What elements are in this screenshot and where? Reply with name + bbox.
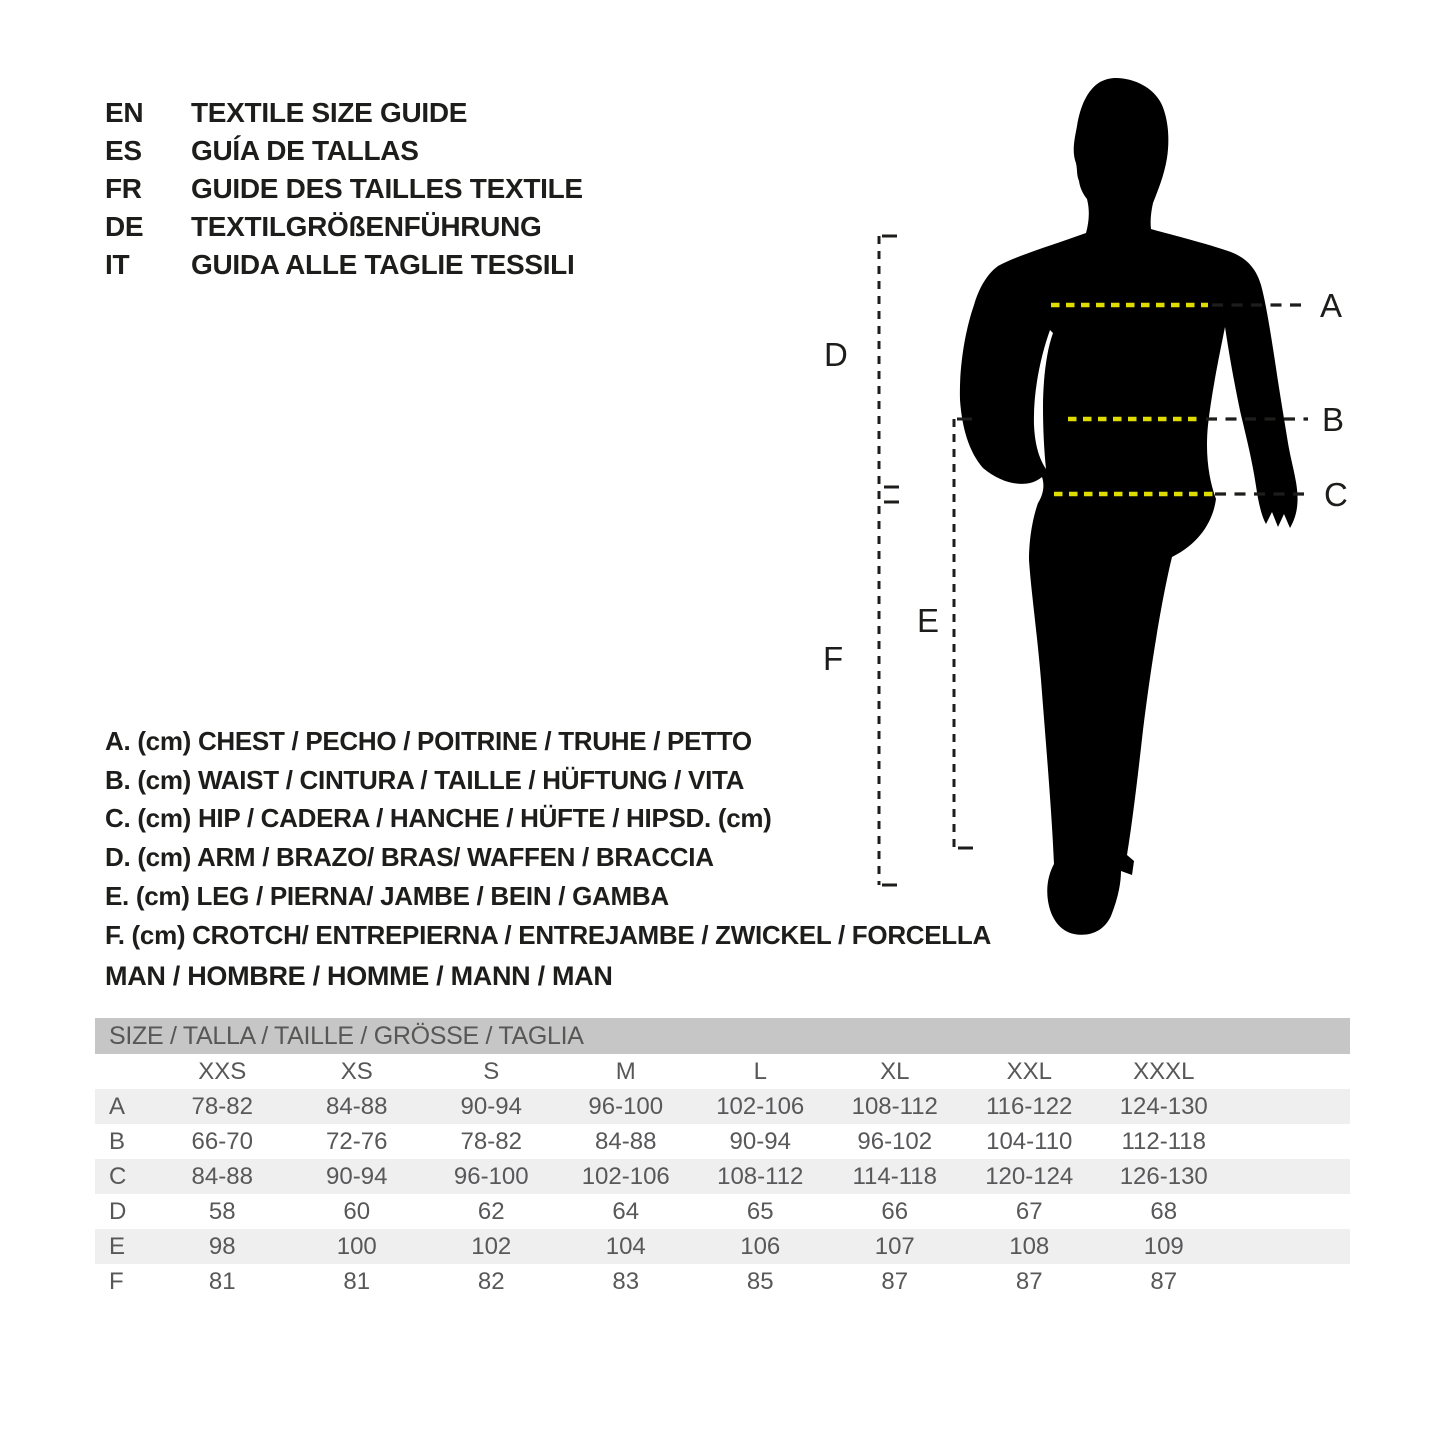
cell: 107 bbox=[874, 1232, 915, 1260]
cell: 58 bbox=[208, 1197, 236, 1225]
legend-chest: A. (cm) CHEST / PECHO / POITRINE / TRUHE / PETTO bbox=[105, 725, 752, 756]
size-name: XL bbox=[880, 1057, 910, 1085]
cell: 84-88 bbox=[326, 1092, 388, 1120]
cell: 96-102 bbox=[857, 1127, 933, 1155]
cell: 62 bbox=[477, 1197, 505, 1225]
cell: 66 bbox=[881, 1197, 909, 1225]
legend-waist: B. (cm) WAIST / CINTURA / TAILLE / HÜFTUNG / VITA bbox=[105, 764, 745, 795]
legend-crotch: F. (cm) CROTCH/ ENTREPIERNA / ENTREJAMBE / ZWICKEL / FORCELLA bbox=[105, 919, 991, 950]
cell: 109 bbox=[1143, 1232, 1184, 1260]
size-table-header: SIZE / TALLA / TAILLE / GRÖSSE / TAGLIA bbox=[95, 1018, 1350, 1054]
hip-label: C bbox=[1324, 476, 1348, 513]
table-row-crotch bbox=[95, 1264, 1350, 1299]
size-table bbox=[95, 1018, 1350, 1299]
cell: 112-118 bbox=[1121, 1127, 1206, 1155]
leg-label: E bbox=[917, 602, 940, 639]
title-block bbox=[105, 94, 583, 284]
cell: 106 bbox=[740, 1232, 781, 1260]
title-es: GUÍA DE TALLAS bbox=[191, 135, 419, 166]
cell: 102-106 bbox=[716, 1092, 805, 1120]
title-de: TEXTILGRÖßENFÜHRUNG bbox=[191, 211, 542, 242]
size-name: S bbox=[483, 1057, 500, 1085]
cell: 72-76 bbox=[326, 1127, 388, 1155]
size-name: XXL bbox=[1006, 1057, 1052, 1085]
cell: 68 bbox=[1150, 1197, 1178, 1225]
cell: 81 bbox=[343, 1267, 371, 1295]
cell: 126-130 bbox=[1119, 1162, 1208, 1190]
cell: 116-122 bbox=[986, 1092, 1073, 1120]
cell: 84-88 bbox=[191, 1162, 253, 1190]
cell: 108-112 bbox=[717, 1162, 804, 1190]
cell: 108-112 bbox=[851, 1092, 938, 1120]
cell: 96-100 bbox=[453, 1162, 529, 1190]
title-row-fr bbox=[105, 170, 583, 208]
size-name: XXXL bbox=[1133, 1057, 1195, 1085]
legend-hip: C. (cm) HIP / CADERA / HANCHE / HÜFTE / HIPSD. (cm) bbox=[105, 803, 772, 834]
cell: 124-130 bbox=[1119, 1092, 1208, 1120]
measurement-legend bbox=[105, 722, 991, 955]
legend-leg: E. (cm) LEG / PIERNA/ JAMBE / BEIN / GAMBA bbox=[105, 881, 669, 912]
lang-code-it: IT bbox=[105, 249, 130, 280]
cell: 120-124 bbox=[985, 1162, 1074, 1190]
title-row-it bbox=[105, 246, 583, 284]
size-name: XXS bbox=[198, 1057, 247, 1085]
crotch-label: F bbox=[823, 640, 844, 677]
size-name: L bbox=[753, 1057, 767, 1085]
waist-label: B bbox=[1322, 401, 1345, 438]
size-name: XS bbox=[340, 1057, 373, 1085]
cell: 96-100 bbox=[588, 1092, 664, 1120]
cell: 104 bbox=[605, 1232, 646, 1260]
title-it: GUIDA ALLE TAGLIE TESSILI bbox=[191, 249, 575, 280]
cell: 65 bbox=[746, 1197, 774, 1225]
row-label: F bbox=[109, 1267, 124, 1295]
cell: 90-94 bbox=[460, 1092, 522, 1120]
row-label: E bbox=[109, 1232, 126, 1260]
cell: 100 bbox=[336, 1232, 377, 1260]
lang-code-de: DE bbox=[105, 211, 144, 242]
cell: 60 bbox=[343, 1197, 371, 1225]
row-label: D bbox=[109, 1197, 127, 1225]
cell: 102-106 bbox=[581, 1162, 670, 1190]
cell: 84-88 bbox=[595, 1127, 657, 1155]
table-row-arm bbox=[95, 1194, 1350, 1229]
cell: 87 bbox=[1015, 1267, 1043, 1295]
cell: 82 bbox=[477, 1267, 505, 1295]
size-name: M bbox=[615, 1057, 636, 1085]
title-row-en bbox=[105, 94, 583, 132]
cell: 81 bbox=[208, 1267, 236, 1295]
cell: 90-94 bbox=[729, 1127, 791, 1155]
cell: 104-110 bbox=[986, 1127, 1073, 1155]
title-en: TEXTILE SIZE GUIDE bbox=[191, 97, 468, 128]
table-row-chest bbox=[95, 1089, 1350, 1124]
cell: 114-118 bbox=[852, 1162, 937, 1190]
table-row-hip bbox=[95, 1159, 1350, 1194]
lang-code-fr: FR bbox=[105, 173, 142, 204]
category-line: MAN / HOMBRE / HOMME / MANN / MAN bbox=[105, 961, 613, 991]
table-row-leg bbox=[95, 1229, 1350, 1264]
chest-label: A bbox=[1320, 287, 1343, 324]
arm-label: D bbox=[824, 336, 848, 373]
man-silhouette bbox=[960, 78, 1298, 935]
cell: 83 bbox=[612, 1267, 640, 1295]
cell: 108 bbox=[1009, 1232, 1050, 1260]
row-label: B bbox=[109, 1127, 126, 1155]
cell: 102 bbox=[471, 1232, 512, 1260]
row-label: C bbox=[109, 1162, 127, 1190]
lang-code-es: ES bbox=[105, 135, 142, 166]
cell: 87 bbox=[1150, 1267, 1178, 1295]
row-label: A bbox=[109, 1092, 126, 1120]
title-row-es bbox=[105, 132, 583, 170]
size-names-row bbox=[95, 1054, 1350, 1089]
cell: 87 bbox=[881, 1267, 909, 1295]
lang-code-en: EN bbox=[105, 97, 144, 128]
cell: 66-70 bbox=[191, 1127, 253, 1155]
cell: 90-94 bbox=[326, 1162, 388, 1190]
cell: 78-82 bbox=[191, 1092, 253, 1120]
table-row-waist bbox=[95, 1124, 1350, 1159]
cell: 85 bbox=[746, 1267, 774, 1295]
cell: 78-82 bbox=[460, 1127, 522, 1155]
legend-arm: D. (cm) ARM / BRAZO/ BRAS/ WAFFEN / BRACCIA bbox=[105, 842, 714, 873]
cell: 98 bbox=[208, 1232, 236, 1260]
cell: 64 bbox=[612, 1197, 640, 1225]
title-fr: GUIDE DES TAILLES TEXTILE bbox=[191, 173, 583, 204]
cell: 67 bbox=[1015, 1197, 1043, 1225]
title-row-de bbox=[105, 208, 583, 246]
